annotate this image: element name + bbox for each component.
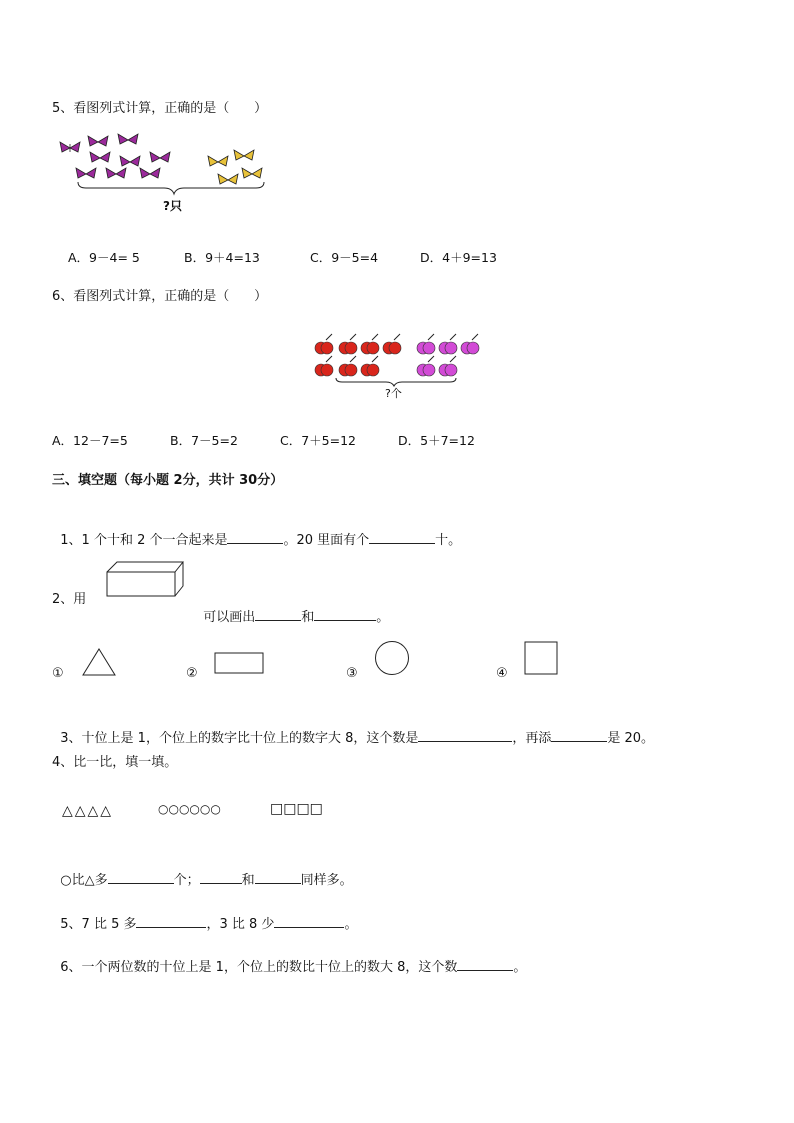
fill-3-blank-2[interactable] [551, 729, 607, 742]
fill-1-blank-2[interactable] [369, 531, 435, 544]
circle-row: ○○○○○○ [158, 802, 221, 816]
fill-2-part-2: 可以画出 [203, 610, 256, 625]
q6-option-d[interactable]: D．5＋7=12 [398, 433, 475, 448]
fill-5-blank-2[interactable] [274, 915, 344, 928]
fill-3-blank-1[interactable] [418, 729, 512, 742]
cuboid-icon [105, 560, 185, 600]
fill-3-part-2: ，再添 [512, 731, 552, 746]
question-6-question-mark: ?个 [385, 387, 402, 400]
fill-4-blank-1[interactable] [108, 871, 174, 884]
square-row: □□□□ [270, 801, 323, 817]
fill-4-part-4: 同样多。 [300, 873, 353, 888]
fill-1-part-1: 1、1 个十和 2 个一合起来是 [60, 533, 228, 548]
fill-4-blank-3[interactable] [255, 871, 301, 884]
square-icon [524, 641, 560, 677]
q5-option-c[interactable]: C．9－5=4 [310, 250, 379, 265]
section-title: 三、填空题（每小题 2分，共计 30分） [52, 473, 284, 488]
fill-4-part-1: ○比△多 [60, 873, 108, 888]
fill-5-blank-1[interactable] [136, 915, 206, 928]
q6-option-b[interactable]: B．7－5=2 [170, 433, 238, 448]
triangle-icon [82, 648, 118, 678]
fill-3-part-1: 3、十位上是 1，个位上的数字比十位上的数字大 8，这个数是 [60, 731, 419, 746]
fill-2-part-1: 2、用 [52, 592, 87, 607]
fill-question-5 [52, 899, 357, 933]
q6-option-a[interactable]: A．12－7=5 [52, 433, 128, 448]
question-5-question-mark: ?只 [163, 199, 182, 213]
butterfly-illustration [56, 130, 276, 200]
fill-3-part-3: 是 20。 [607, 731, 655, 746]
fill-5-part-3: 。 [344, 917, 358, 932]
fill-2-part-3: 和 [301, 610, 315, 625]
rectangle-icon [214, 652, 266, 676]
fill-4-part-2: 个； [173, 873, 200, 888]
fill-5-part-2: ，3 比 8 少 [206, 917, 275, 932]
circle-icon [374, 640, 412, 678]
q5-option-b[interactable]: B．9＋4=13 [184, 250, 260, 265]
fill-2-blank-1[interactable] [255, 608, 301, 621]
fill-1-blank-1[interactable] [227, 531, 283, 544]
fill-question-1 [52, 515, 461, 549]
shape-label-3: ③ [346, 666, 358, 681]
fill-question-4 [52, 855, 353, 889]
question-5-stem: 5、看图列式计算，正确的是（ ） [52, 101, 268, 116]
fill-4-part-3: 和 [241, 873, 255, 888]
fill-6-blank-1[interactable] [457, 958, 513, 971]
shape-label-2: ② [186, 666, 198, 681]
fill-6-part-1: 6、一个两位数的十位上是 1，个位上的数比十位上的数大 8，这个数 [60, 960, 458, 975]
fill-4-stem: 4、比一比，填一填。 [52, 755, 178, 770]
shape-label-4: ④ [496, 666, 508, 681]
fill-question-6 [52, 942, 526, 976]
triangle-row: △△△△ [62, 803, 114, 819]
fill-2-blank-2[interactable] [314, 608, 376, 621]
fill-6-part-2: 。 [513, 960, 527, 975]
fill-question-3 [52, 713, 654, 747]
fill-2-part-4: 。 [376, 610, 390, 625]
q6-option-c[interactable]: C．7＋5=12 [280, 433, 357, 448]
fill-1-part-3: 十。 [435, 533, 462, 548]
question-6-stem: 6、看图列式计算，正确的是（ ） [52, 289, 268, 304]
shape-label-1: ① [52, 666, 64, 681]
fill-4-blank-2[interactable] [200, 871, 242, 884]
apple-illustration [314, 336, 494, 396]
q5-option-d[interactable]: D．4＋9=13 [420, 250, 497, 265]
fill-1-part-2: 。20 里面有个 [283, 533, 370, 548]
fill-question-2 [195, 592, 389, 626]
q5-option-a[interactable]: A．9－4= 5 [68, 250, 140, 265]
fill-5-part-1: 5、7 比 5 多 [60, 917, 137, 932]
